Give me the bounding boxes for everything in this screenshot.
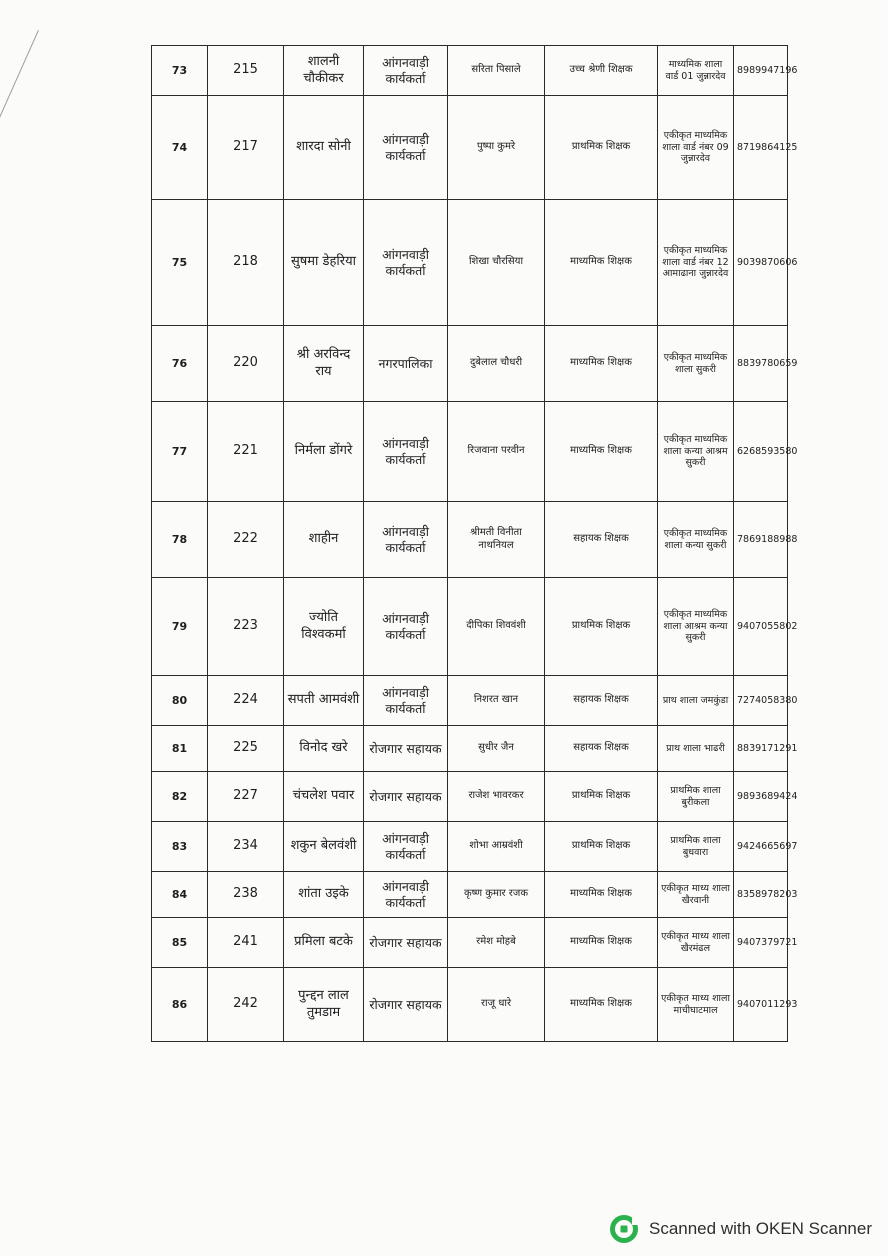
school-name-cell: एकीकृत माध्य शाला खैरमंढल <box>658 918 734 968</box>
teacher-designation-cell: माध्यमिक शिक्षक <box>545 918 658 968</box>
teacher-name-cell: पुष्पा कुमरे <box>448 96 545 200</box>
post-name-cell: रोजगार सहायक <box>364 968 448 1042</box>
post-name-cell: आंगनवाड़ी कार्यकर्ता <box>364 578 448 676</box>
record-id-cell: 221 <box>208 402 284 502</box>
table-row <box>152 822 788 872</box>
teacher-name-cell: सुधीर जैन <box>448 726 545 772</box>
oken-scanner-logo-icon <box>609 1214 639 1244</box>
serial-number-cell: 85 <box>152 918 208 968</box>
post-name-cell: आंगनवाड़ी कार्यकर्ता <box>364 96 448 200</box>
serial-number-cell: 75 <box>152 200 208 326</box>
record-id-cell: 234 <box>208 822 284 872</box>
post-name-cell: रोजगार सहायक <box>364 726 448 772</box>
table-row <box>152 402 788 502</box>
teacher-name-cell: दीपिका शिववंशी <box>448 578 545 676</box>
table-row <box>152 918 788 968</box>
table-row <box>152 46 788 96</box>
post-name-cell: आंगनवाड़ी कार्यकर्ता <box>364 872 448 918</box>
post-name-cell: नगरपालिका <box>364 326 448 402</box>
record-id-cell: 238 <box>208 872 284 918</box>
mobile-number-cell: 8989947196 <box>734 46 788 96</box>
teacher-name-cell: राजू धारे <box>448 968 545 1042</box>
serial-number-cell: 81 <box>152 726 208 772</box>
mobile-number-cell: 7869188988 <box>734 502 788 578</box>
record-id-cell: 220 <box>208 326 284 402</box>
serial-number-cell: 76 <box>152 326 208 402</box>
school-name-cell: एकीकृत माध्यमिक शाला सुकरी <box>658 326 734 402</box>
register-table <box>151 45 798 1042</box>
school-name-cell: प्राथमिक शाला बुधवारा <box>658 822 734 872</box>
person-name-cell: ज्योति विश्वकर्मा <box>284 578 364 676</box>
table-row <box>152 200 788 326</box>
serial-number-cell: 86 <box>152 968 208 1042</box>
school-name-cell: एकीकृत माध्यमिक शाला वार्ड नंबर 12 आमाढाना जुन्नारदेव <box>658 200 734 326</box>
mobile-number-cell: 9424665697 <box>734 822 788 872</box>
serial-number-cell: 78 <box>152 502 208 578</box>
school-name-cell: एकीकृत माध्यमिक शाला वार्ड नंबर 09 जुन्नारदेव <box>658 96 734 200</box>
post-name-cell: आंगनवाड़ी कार्यकर्ता <box>364 822 448 872</box>
serial-number-cell: 79 <box>152 578 208 676</box>
teacher-designation-cell: प्राथमिक शिक्षक <box>545 772 658 822</box>
serial-number-cell: 84 <box>152 872 208 918</box>
person-name-cell: प्रमिला बटके <box>284 918 364 968</box>
person-name-cell: सपती आमवंशी <box>284 676 364 726</box>
post-name-cell: आंगनवाड़ी कार्यकर्ता <box>364 676 448 726</box>
person-name-cell: विनोद खरे <box>284 726 364 772</box>
record-id-cell: 227 <box>208 772 284 822</box>
school-name-cell: प्राथ शाला जमकुंडा <box>658 676 734 726</box>
record-id-cell: 215 <box>208 46 284 96</box>
school-name-cell: एकीकृत माध्य शाला माचीघाटमाल <box>658 968 734 1042</box>
school-name-cell: एकीकृत माध्य शाला खैरवानी <box>658 872 734 918</box>
mobile-number-cell: 8358978203 <box>734 872 788 918</box>
teacher-designation-cell: माध्यमिक शिक्षक <box>545 200 658 326</box>
post-name-cell: रोजगार सहायक <box>364 918 448 968</box>
table-row <box>152 578 788 676</box>
teacher-name-cell: शोभा आम्रवंशी <box>448 822 545 872</box>
school-name-cell: एकीकृत माध्यमिक शाला कन्या आश्रम सुकरी <box>658 402 734 502</box>
table-row <box>152 502 788 578</box>
table-row <box>152 726 788 772</box>
person-name-cell: निर्मला डोंगरे <box>284 402 364 502</box>
mobile-number-cell: 6268593580 <box>734 402 788 502</box>
record-id-cell: 223 <box>208 578 284 676</box>
record-id-cell: 217 <box>208 96 284 200</box>
school-name-cell: एकीकृत माध्यमिक शाला कन्या सुकरी <box>658 502 734 578</box>
school-name-cell: माध्यमिक शाला वार्ड 01 जुन्नारदेव <box>658 46 734 96</box>
school-name-cell: प्राथ शाला भाढरी <box>658 726 734 772</box>
post-name-cell: आंगनवाड़ी कार्यकर्ता <box>364 402 448 502</box>
person-name-cell: चंचलेश पवार <box>284 772 364 822</box>
record-id-cell: 218 <box>208 200 284 326</box>
teacher-designation-cell: सहायक शिक्षक <box>545 502 658 578</box>
mobile-number-cell: 8839780659 <box>734 326 788 402</box>
post-name-cell: रोजगार सहायक <box>364 772 448 822</box>
person-name-cell: शारदा सोनी <box>284 96 364 200</box>
record-id-cell: 222 <box>208 502 284 578</box>
teacher-name-cell: श्रीमती विनीता नाथनियल <box>448 502 545 578</box>
teacher-designation-cell: सहायक शिक्षक <box>545 676 658 726</box>
teacher-designation-cell: उच्च श्रेणी शिक्षक <box>545 46 658 96</box>
mobile-number-cell: 9893689424 <box>734 772 788 822</box>
scanner-watermark <box>609 1214 872 1244</box>
teacher-name-cell: कृष्ण कुमार रजक <box>448 872 545 918</box>
serial-number-cell: 74 <box>152 96 208 200</box>
teacher-name-cell: राजेश भावरकर <box>448 772 545 822</box>
teacher-designation-cell: माध्यमिक शिक्षक <box>545 968 658 1042</box>
record-id-cell: 242 <box>208 968 284 1042</box>
serial-number-cell: 77 <box>152 402 208 502</box>
mobile-number-cell: 9407379721 <box>734 918 788 968</box>
teacher-designation-cell: प्राथमिक शिक्षक <box>545 578 658 676</box>
teacher-name-cell: सरिता पिसाले <box>448 46 545 96</box>
post-name-cell: आंगनवाड़ी कार्यकर्ता <box>364 200 448 326</box>
teacher-name-cell: शिखा चौरसिया <box>448 200 545 326</box>
post-name-cell: आंगनवाड़ी कार्यकर्ता <box>364 46 448 96</box>
page-edge-shadow <box>0 30 103 205</box>
teacher-designation-cell: सहायक शिक्षक <box>545 726 658 772</box>
mobile-number-cell: 8839171291 <box>734 726 788 772</box>
mobile-number-cell: 9407055802 <box>734 578 788 676</box>
serial-number-cell: 83 <box>152 822 208 872</box>
mobile-number-cell: 8719864125 <box>734 96 788 200</box>
person-name-cell: शांता उइके <box>284 872 364 918</box>
serial-number-cell: 73 <box>152 46 208 96</box>
table-row <box>152 96 788 200</box>
person-name-cell: शाहीन <box>284 502 364 578</box>
teacher-designation-cell: माध्यमिक शिक्षक <box>545 872 658 918</box>
record-id-cell: 224 <box>208 676 284 726</box>
record-id-cell: 225 <box>208 726 284 772</box>
serial-number-cell: 82 <box>152 772 208 822</box>
post-name-cell: आंगनवाड़ी कार्यकर्ता <box>364 502 448 578</box>
table-row <box>152 772 788 822</box>
teacher-designation-cell: माध्यमिक शिक्षक <box>545 402 658 502</box>
mobile-number-cell: 9039870606 <box>734 200 788 326</box>
record-id-cell: 241 <box>208 918 284 968</box>
teacher-name-cell: दुबेलाल चौधरी <box>448 326 545 402</box>
teacher-designation-cell: प्राथमिक शिक्षक <box>545 822 658 872</box>
teacher-name-cell: निशरत खान <box>448 676 545 726</box>
serial-number-cell: 80 <box>152 676 208 726</box>
mobile-number-cell: 7274058380 <box>734 676 788 726</box>
teacher-designation-cell: माध्यमिक शिक्षक <box>545 326 658 402</box>
mobile-number-cell: 9407011293 <box>734 968 788 1042</box>
school-name-cell: एकीकृत माध्यमिक शाला आश्रम कन्या सुकरी <box>658 578 734 676</box>
person-name-cell: सुषमा डेहरिया <box>284 200 364 326</box>
teacher-designation-cell: प्राथमिक शिक्षक <box>545 96 658 200</box>
teacher-name-cell: रिजवाना परवीन <box>448 402 545 502</box>
register-table-body <box>152 46 798 1042</box>
teacher-name-cell: रमेश मोहबे <box>448 918 545 968</box>
table-row <box>152 968 788 1042</box>
table-row <box>152 676 788 726</box>
person-name-cell: शालनी चौकीकर <box>284 46 364 96</box>
table-row <box>152 872 788 918</box>
scanner-label: Scanned with OKEN Scanner <box>648 1219 872 1238</box>
school-name-cell: प्राथमिक शाला बुरीकला <box>658 772 734 822</box>
person-name-cell: शकुन बेलवंशी <box>284 822 364 872</box>
person-name-cell: पुन्द्दन लाल तुमडाम <box>284 968 364 1042</box>
table-row <box>152 326 788 402</box>
person-name-cell: श्री अरविन्द राय <box>284 326 364 402</box>
